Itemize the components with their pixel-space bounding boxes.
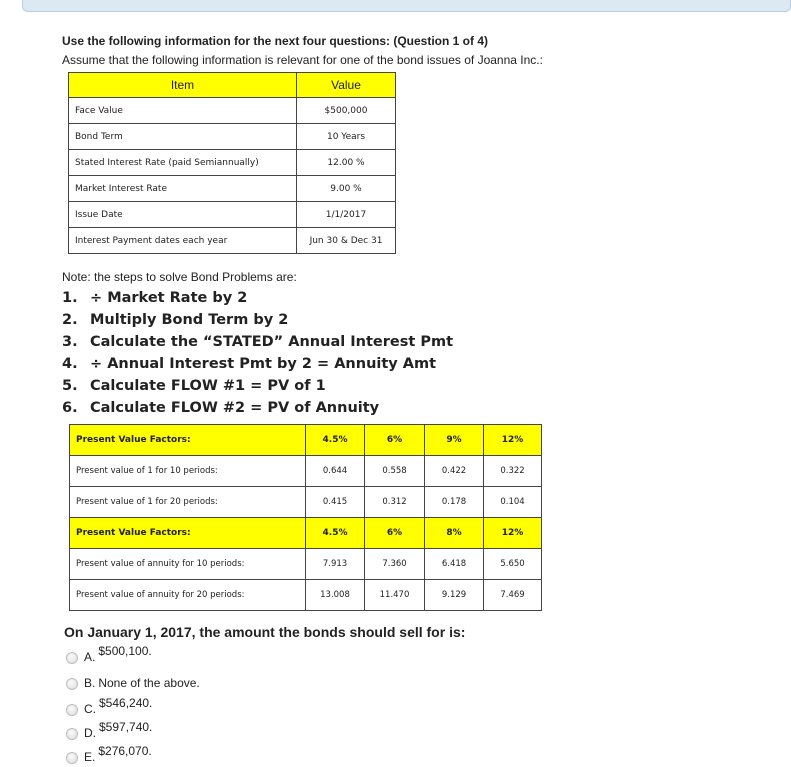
step-text: Calculate FLOW #1 = PV of 1 (90, 378, 326, 394)
note-prefix: Note (62, 270, 88, 284)
table-row (69, 202, 396, 228)
answer-choice-b[interactable] (66, 676, 200, 690)
value-header: Value (297, 73, 396, 98)
pv-header-row (70, 518, 542, 549)
rate-header: 8% (425, 518, 484, 549)
table-row (69, 124, 396, 150)
bond-info-table (68, 72, 396, 254)
choice-text: $276,070. (98, 744, 152, 758)
step-number: 5. (62, 378, 78, 394)
pv-header-label: Present Value Factors: (70, 518, 306, 549)
step-item (62, 331, 453, 353)
note-text (62, 270, 297, 284)
choice-letter: E. (84, 750, 96, 764)
step-item (62, 353, 453, 375)
choice-letter: A. (84, 650, 96, 664)
factor-cell: 0.415 (306, 487, 365, 518)
factor-cell: 5.650 (484, 549, 542, 580)
factor-cell: 6.418 (425, 549, 484, 580)
item-cell: Stated Interest Rate (paid Semiannually) (69, 150, 297, 176)
factor-cell: 7.913 (306, 549, 365, 580)
note-body: : the steps to solve Bond Problems are: (87, 270, 297, 284)
answer-choice-e[interactable] (66, 744, 152, 764)
rate-header: 6% (365, 518, 425, 549)
factor-cell: 0.322 (484, 456, 542, 487)
row-label: Present value of annuity for 10 periods: (70, 549, 306, 580)
rate-header: 12% (484, 518, 542, 549)
factor-cell: 11.470 (365, 580, 425, 611)
row-label: Present value of 1 for 20 periods: (70, 487, 306, 518)
value-cell: 9.00 % (297, 176, 396, 202)
question-context: Assume that the following information is relevant for one of the bond issues of Joanna Inc.: (62, 53, 543, 67)
rate-header: 4.5% (306, 425, 365, 456)
table-row (69, 176, 396, 202)
row-label: Present value of annuity for 20 periods: (70, 580, 306, 611)
step-number: 6. (62, 400, 78, 416)
row-label: Present value of 1 for 10 periods: (70, 456, 306, 487)
factor-cell: 7.469 (484, 580, 542, 611)
value-cell: 1/1/2017 (297, 202, 396, 228)
top-banner (22, 0, 791, 12)
table-row (69, 150, 396, 176)
choice-letter: B. (84, 676, 96, 690)
radio-button[interactable] (66, 678, 78, 690)
step-text: Calculate FLOW #2 = PV of Annuity (90, 400, 380, 416)
step-text: Multiply Bond Term by 2 (90, 312, 289, 328)
value-cell: Jun 30 & Dec 31 (297, 228, 396, 254)
factor-cell: 7.360 (365, 549, 425, 580)
choice-text: $500,100. (98, 644, 152, 658)
item-cell: Market Interest Rate (69, 176, 297, 202)
steps-list (62, 287, 453, 419)
item-cell: Interest Payment dates each year (69, 228, 297, 254)
table-row (70, 456, 542, 487)
factor-cell: 13.008 (306, 580, 365, 611)
step-text: Calculate the “STATED” Annual Interest Pmt (90, 334, 454, 350)
radio-button[interactable] (66, 752, 78, 764)
step-number: 3. (62, 334, 78, 350)
choice-letter: C. (84, 702, 96, 716)
step-number: 1. (62, 290, 78, 306)
table-row (70, 549, 542, 580)
table-row (70, 580, 542, 611)
radio-button[interactable] (66, 728, 78, 740)
factor-cell: 0.644 (306, 456, 365, 487)
factor-cell: 9.129 (425, 580, 484, 611)
table-row (70, 487, 542, 518)
radio-button[interactable] (66, 652, 78, 664)
choice-letter: D. (84, 726, 96, 740)
choice-text: None of the above. (98, 676, 200, 690)
item-header: Item (69, 73, 297, 98)
pv-header-label: Present Value Factors: (70, 425, 306, 456)
value-cell: 12.00 % (297, 150, 396, 176)
question-prompt: On January 1, 2017, the amount the bonds should sell for is: (64, 624, 466, 640)
step-number: 2. (62, 312, 78, 328)
rate-header: 12% (484, 425, 542, 456)
factor-cell: 0.558 (365, 456, 425, 487)
rate-header: 9% (425, 425, 484, 456)
factor-cell: 0.104 (484, 487, 542, 518)
pv-header-row (70, 425, 542, 456)
radio-button[interactable] (66, 704, 78, 716)
step-item (62, 375, 453, 397)
value-cell: $500,000 (297, 98, 396, 124)
step-text: ÷ Market Rate by 2 (90, 290, 248, 306)
answer-choice-d[interactable] (66, 720, 153, 740)
step-item (62, 287, 453, 309)
rate-header: 4.5% (306, 518, 365, 549)
answer-choice-c[interactable] (66, 696, 153, 716)
step-text: ÷ Annual Interest Pmt by 2 = Annuity Amt (90, 356, 437, 372)
step-item (62, 309, 453, 331)
factor-cell: 0.422 (425, 456, 484, 487)
item-cell: Issue Date (69, 202, 297, 228)
question-instructions: Use the following information for the next four questions: (Question 1 of 4) (62, 34, 488, 48)
answer-choice-a[interactable] (66, 644, 152, 664)
step-item (62, 397, 453, 419)
item-cell: Bond Term (69, 124, 297, 150)
table-header-row (69, 73, 396, 98)
rate-header: 6% (365, 425, 425, 456)
table-row (69, 228, 396, 254)
item-cell: Face Value (69, 98, 297, 124)
present-value-table (69, 424, 542, 611)
step-number: 4. (62, 356, 78, 372)
choice-text: $546,240. (99, 696, 153, 710)
value-cell: 10 Years (297, 124, 396, 150)
table-row (69, 98, 396, 124)
choice-text: $597,740. (99, 720, 153, 734)
factor-cell: 0.178 (425, 487, 484, 518)
factor-cell: 0.312 (365, 487, 425, 518)
